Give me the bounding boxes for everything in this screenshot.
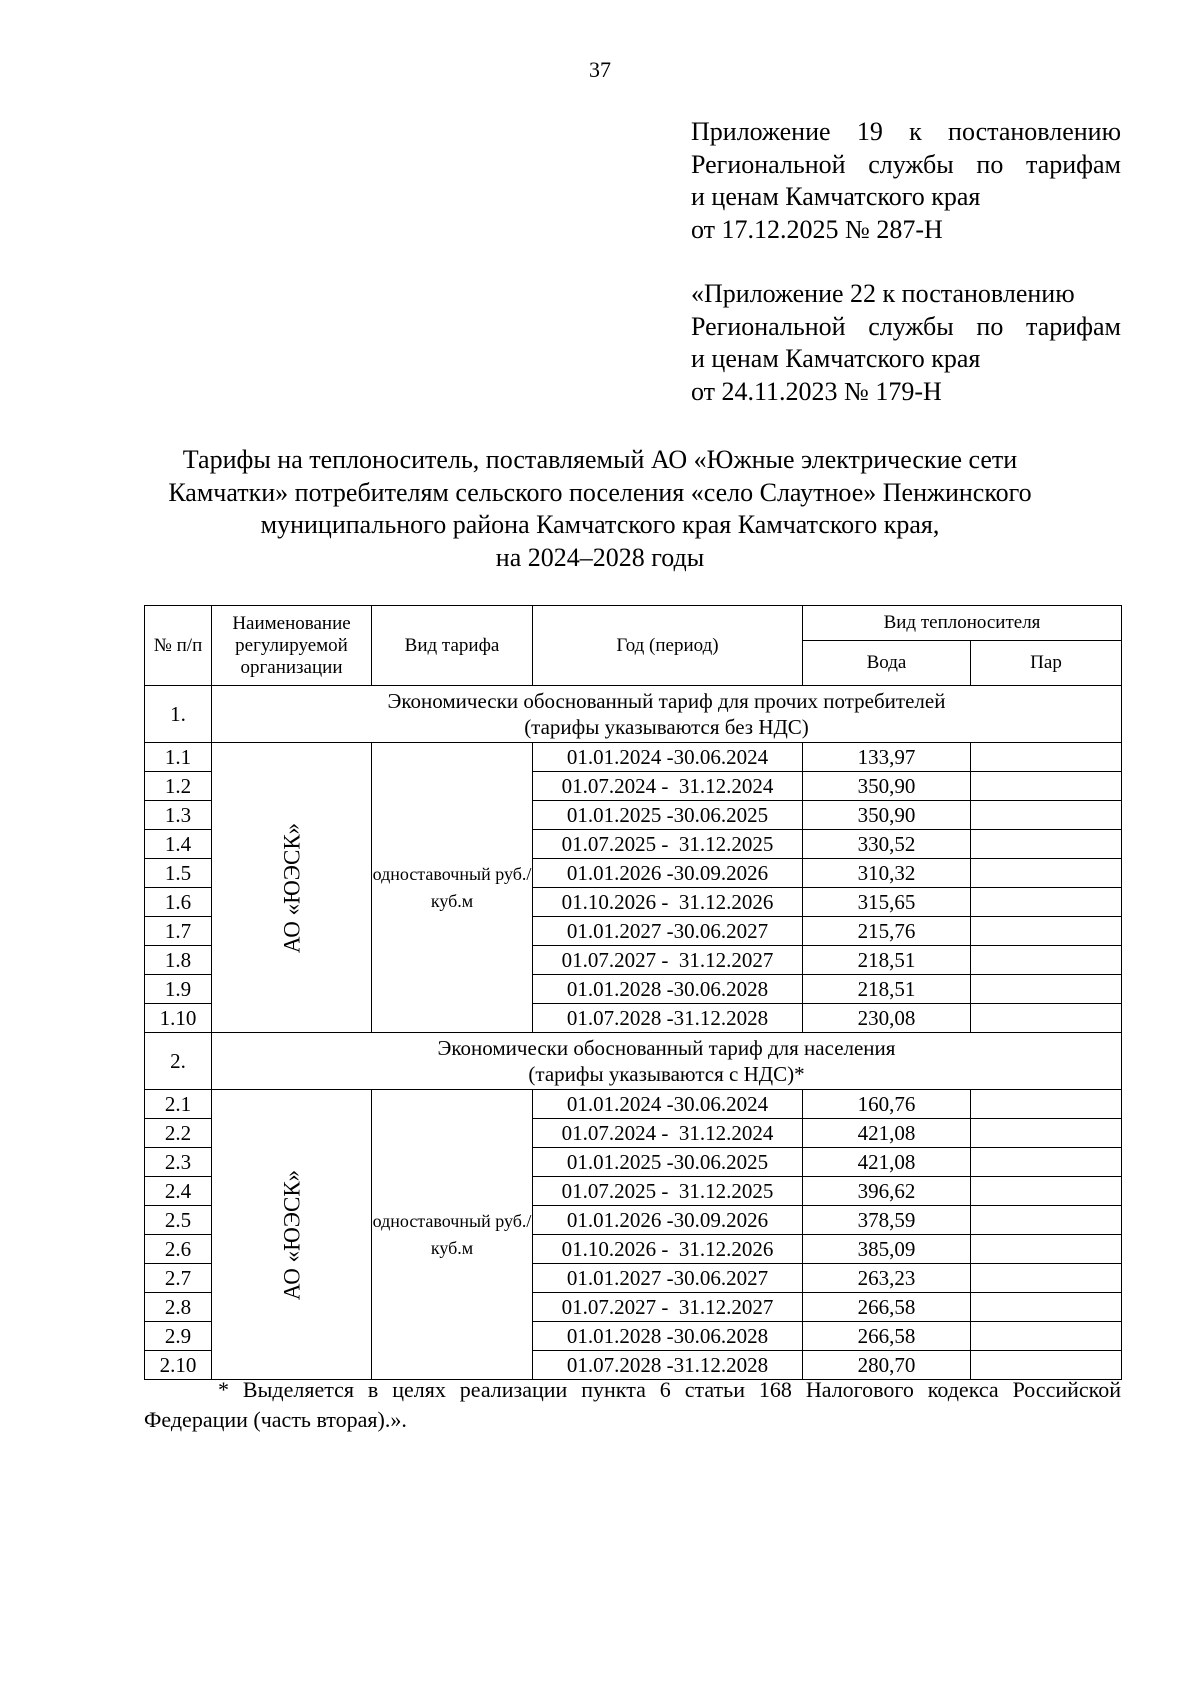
row-number: 2.3 <box>145 1148 212 1177</box>
org-cell <box>212 1090 372 1380</box>
appendix-previous-block <box>691 278 1121 408</box>
org-cell <box>212 743 372 1033</box>
section-title <box>212 686 1122 743</box>
period-cell: 01.07.2025 - 31.12.2025 <box>533 830 803 859</box>
steam-value <box>971 1235 1122 1264</box>
row-number: 1.10 <box>145 1004 212 1033</box>
steam-value <box>971 830 1122 859</box>
steam-value <box>971 1206 1122 1235</box>
water-value: 266,58 <box>803 1322 971 1351</box>
period-cell: 01.01.2028 -30.06.2028 <box>533 975 803 1004</box>
header-org: Наименование регулируемой организации <box>212 606 372 686</box>
row-number: 1.5 <box>145 859 212 888</box>
appendix-previous-line: и ценам Камчатского края <box>691 344 981 373</box>
row-number: 2.8 <box>145 1293 212 1322</box>
row-number: 1.2 <box>145 772 212 801</box>
row-number: 1.1 <box>145 743 212 772</box>
row-number: 1.9 <box>145 975 212 1004</box>
water-value: 263,23 <box>803 1264 971 1293</box>
row-number: 2.9 <box>145 1322 212 1351</box>
water-value: 266,58 <box>803 1293 971 1322</box>
period-cell: 01.07.2025 - 31.12.2025 <box>533 1177 803 1206</box>
section-number: 2. <box>145 1033 212 1090</box>
water-value: 280,70 <box>803 1351 971 1380</box>
steam-value <box>971 1148 1122 1177</box>
period-cell: 01.10.2026 - 31.12.2026 <box>533 1235 803 1264</box>
steam-value <box>971 917 1122 946</box>
tariff-table <box>144 605 1122 1380</box>
steam-value <box>971 1119 1122 1148</box>
tariff-table-body <box>145 686 1122 1380</box>
row-number: 1.7 <box>145 917 212 946</box>
footnote <box>144 1375 1121 1435</box>
org-name: АО «ЮЭСК» <box>279 1169 304 1300</box>
steam-value <box>971 1090 1122 1119</box>
steam-value <box>971 743 1122 772</box>
period-cell: 01.07.2024 - 31.12.2024 <box>533 1119 803 1148</box>
title-line: Камчатки» потребителям сельского поселения «село Слаутное» Пенжинского <box>168 477 1032 507</box>
period-cell: 01.01.2026 -30.09.2026 <box>533 1206 803 1235</box>
table-row <box>145 1090 1122 1119</box>
row-number: 2.1 <box>145 1090 212 1119</box>
section-title-line: Экономически обоснованный тариф для населения <box>437 1036 896 1060</box>
period-cell: 01.07.2028 -31.12.2028 <box>533 1004 803 1033</box>
row-number: 1.4 <box>145 830 212 859</box>
page-number: 37 <box>589 57 611 82</box>
water-value: 330,52 <box>803 830 971 859</box>
water-value: 385,09 <box>803 1235 971 1264</box>
section-title-line: (тарифы указываются без НДС) <box>524 715 809 739</box>
appendix-previous-line: Региональной службы по тарифам <box>691 311 1121 341</box>
row-number: 1.8 <box>145 946 212 975</box>
section-number: 1. <box>145 686 212 743</box>
appendix-previous-line: «Приложение 22 к постановлению <box>691 279 1075 308</box>
appendix-current-line: и ценам Камчатского края <box>691 182 981 211</box>
row-number: 2.10 <box>145 1351 212 1380</box>
row-number: 1.6 <box>145 888 212 917</box>
appendix-current-line: Приложение 19 к постановлению <box>691 117 1121 146</box>
row-number: 2.4 <box>145 1177 212 1206</box>
period-cell: 01.01.2024 -30.06.2024 <box>533 1090 803 1119</box>
footnote-line: Федерации (часть вторая).». <box>144 1407 407 1432</box>
title-line: муниципального района Камчатского края Камчатского края, <box>260 510 940 539</box>
tariff-type-cell: одноставочный руб./куб.м <box>372 1090 533 1380</box>
appendix-previous-line: от 24.11.2023 № 179-Н <box>691 376 942 406</box>
water-value: 160,76 <box>803 1090 971 1119</box>
row-number: 1.3 <box>145 801 212 830</box>
period-cell: 01.01.2027 -30.06.2027 <box>533 917 803 946</box>
water-value: 315,65 <box>803 888 971 917</box>
tariff-type-cell: одноставочный руб./куб.м <box>372 743 533 1033</box>
steam-value <box>971 1293 1122 1322</box>
footnote-line: * Выделяется в целях реализации пункта 6 статьи 168 Налогового кодекса Российской <box>218 1377 1121 1402</box>
water-value: 421,08 <box>803 1119 971 1148</box>
water-value: 133,97 <box>803 743 971 772</box>
period-cell: 01.01.2024 -30.06.2024 <box>533 743 803 772</box>
steam-value <box>971 772 1122 801</box>
header-water: Вода <box>803 641 971 686</box>
steam-value <box>971 888 1122 917</box>
period-cell: 01.01.2025 -30.06.2025 <box>533 801 803 830</box>
section-row <box>145 686 1122 743</box>
header-steam: Пар <box>971 641 1122 686</box>
steam-value <box>971 975 1122 1004</box>
row-number: 2.7 <box>145 1264 212 1293</box>
steam-value <box>971 1264 1122 1293</box>
title-line: Тарифы на теплоноситель, поставляемый АО «Южные электрические сети <box>182 445 1018 474</box>
header-period: Год (период) <box>533 606 803 686</box>
table-row <box>145 743 1122 772</box>
water-value: 218,51 <box>803 975 971 1004</box>
water-value: 218,51 <box>803 946 971 975</box>
steam-value <box>971 1177 1122 1206</box>
steam-value <box>971 801 1122 830</box>
row-number: 2.2 <box>145 1119 212 1148</box>
document-title <box>130 444 1070 574</box>
water-value: 215,76 <box>803 917 971 946</box>
row-number: 2.6 <box>145 1235 212 1264</box>
water-value: 230,08 <box>803 1004 971 1033</box>
water-value: 421,08 <box>803 1148 971 1177</box>
period-cell: 01.07.2027 - 31.12.2027 <box>533 1293 803 1322</box>
period-cell: 01.07.2024 - 31.12.2024 <box>533 772 803 801</box>
steam-value <box>971 1004 1122 1033</box>
header-tariff-type: Вид тарифа <box>372 606 533 686</box>
appendix-current-block <box>691 116 1121 246</box>
section-row <box>145 1033 1122 1090</box>
water-value: 310,32 <box>803 859 971 888</box>
section-title <box>212 1033 1122 1090</box>
water-value: 350,90 <box>803 772 971 801</box>
appendix-current-line: Региональной службы по тарифам <box>691 149 1121 179</box>
header-carrier: Вид теплоносителя <box>803 606 1122 641</box>
water-value: 378,59 <box>803 1206 971 1235</box>
section-title-line: Экономически обоснованный тариф для прочих потребителей <box>387 689 946 713</box>
period-cell: 01.10.2026 - 31.12.2026 <box>533 888 803 917</box>
org-name: АО «ЮЭСК» <box>279 822 304 953</box>
section-title-line: (тарифы указываются с НДС)* <box>528 1062 805 1086</box>
period-cell: 01.01.2027 -30.06.2027 <box>533 1264 803 1293</box>
period-cell: 01.07.2028 -31.12.2028 <box>533 1351 803 1380</box>
steam-value <box>971 859 1122 888</box>
period-cell: 01.01.2025 -30.06.2025 <box>533 1148 803 1177</box>
water-value: 350,90 <box>803 801 971 830</box>
steam-value <box>971 1322 1122 1351</box>
period-cell: 01.07.2027 - 31.12.2027 <box>533 946 803 975</box>
steam-value <box>971 946 1122 975</box>
water-value: 396,62 <box>803 1177 971 1206</box>
appendix-current-line: от 17.12.2025 № 287-Н <box>691 214 943 244</box>
period-cell: 01.01.2028 -30.06.2028 <box>533 1322 803 1351</box>
row-number: 2.5 <box>145 1206 212 1235</box>
header-num: № п/п <box>145 606 212 686</box>
period-cell: 01.01.2026 -30.09.2026 <box>533 859 803 888</box>
title-line: на 2024–2028 годы <box>495 542 705 572</box>
